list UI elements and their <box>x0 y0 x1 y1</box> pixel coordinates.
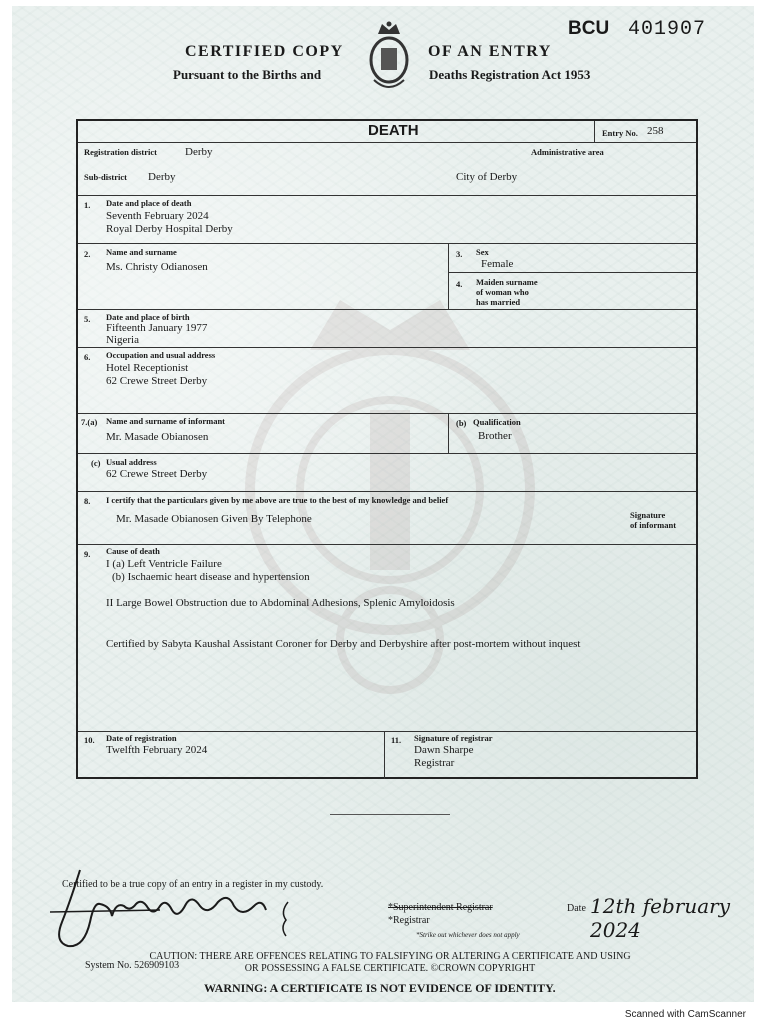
coroner-certification: Certified by Sabyta Kaushal Assistant Coroner for Derby and Derbyshire after post-mortem without inquest <box>106 638 581 650</box>
caution-line-2: OR POSSESSING A FALSE CERTIFICATE. ©CROWN COPYRIGHT <box>244 963 536 974</box>
date-label: Date <box>567 903 586 914</box>
field-4-label-1: Maiden surname <box>476 277 538 287</box>
registrar-title: Registrar <box>414 757 455 769</box>
rule-1 <box>78 142 696 143</box>
field-4-label-2: of woman who <box>476 287 529 297</box>
system-number: System No. 526909103 <box>85 960 180 971</box>
separator-rule <box>330 814 450 815</box>
field-7a-value: Mr. Masade Obianosen <box>106 431 209 443</box>
field-4-label-3: has married <box>476 297 521 307</box>
handwritten-date: 12th february 2024 <box>590 894 730 942</box>
header-title-right: OF AN ENTRY <box>428 43 552 60</box>
field-10-value: Twelfth February 2024 <box>106 744 208 756</box>
serial-prefix: BCU <box>568 18 610 39</box>
rule-10 <box>78 731 696 732</box>
field-4-number: 4. <box>456 279 463 289</box>
field-7a-label: Name and surname of informant <box>106 416 225 426</box>
sub-district-label: Sub-district <box>84 172 127 182</box>
field-7c-value: 62 Crewe Street Derby <box>106 468 208 480</box>
death-entry-form <box>76 119 698 779</box>
cause-line-2: II Large Bowel Obstruction due to Abdominal Adhesions, Splenic Amyloidosis <box>106 597 455 609</box>
registrar-option: *Registrar <box>388 915 430 926</box>
field-5-label: Date and place of birth <box>106 312 190 322</box>
entry-box-divider <box>594 121 595 143</box>
form-heading: DEATH <box>368 122 419 139</box>
field-7a-number: 7.(a) <box>81 417 98 427</box>
superintendent-registrar-option: *Superintendent Registrar <box>388 902 493 913</box>
scanner-watermark: Scanned with CamScanner <box>624 1009 746 1020</box>
entry-no-label: Entry No. <box>602 128 638 138</box>
rule-8 <box>78 491 696 492</box>
field-5-line1: Fifteenth January 1977 <box>106 322 208 334</box>
field-8-value: Mr. Masade Obianosen Given By Telephone <box>116 513 312 525</box>
field-11-number: 11. <box>391 735 402 745</box>
identity-warning: WARNING: A CERTIFICATE IS NOT EVIDENCE OF IDENTITY. <box>204 981 556 995</box>
field-3-label: Sex <box>476 247 489 257</box>
field-6-label: Occupation and usual address <box>106 350 216 360</box>
field-7c-label: Usual address <box>106 457 157 467</box>
rule-3 <box>78 243 696 244</box>
field-5-line2: Nigeria <box>106 334 139 346</box>
cause-line-1b: (b) Ischaemic heart disease and hypertension <box>112 571 310 583</box>
entry-no-value: 258 <box>647 125 664 137</box>
rule-9 <box>78 544 696 545</box>
registration-district-value: Derby <box>185 146 213 158</box>
field-1-number: 1. <box>84 200 91 210</box>
registrar-name: Dawn Sharpe <box>414 744 474 756</box>
header-title-left: CERTIFIED COPY <box>185 43 344 60</box>
rule-4 <box>78 309 696 310</box>
royal-crest-icon <box>366 20 412 94</box>
sex-divider <box>448 243 449 309</box>
registrar-divider <box>384 731 385 779</box>
qualification-divider <box>448 413 449 453</box>
custody-statement: Certified to be a true copy of an entry in a register in my custody. <box>62 879 324 890</box>
field-9-label: Cause of death <box>106 546 160 556</box>
administrative-area-value: City of Derby <box>456 171 518 183</box>
field-7b-label: Qualification <box>473 417 521 427</box>
field-1-line1: Seventh February 2024 <box>106 210 209 222</box>
administrative-area-label: Administrative area <box>531 147 604 157</box>
header-subtitle-left: Pursuant to the Births and <box>173 67 322 82</box>
field-6-line1: Hotel Receptionist <box>106 362 189 374</box>
registration-district-label: Registration district <box>84 147 157 157</box>
cause-line-1a: I (a) Left Ventricle Failure <box>106 558 222 570</box>
rule-6 <box>78 413 696 414</box>
field-6-number: 6. <box>84 352 91 362</box>
sub-district-value: Derby <box>148 171 176 183</box>
caution-line-1: CAUTION: THERE ARE OFFENCES RELATING TO FALSIFYING OR ALTERING A CERTIFICATE AND USING <box>149 951 631 962</box>
field-10-label: Date of registration <box>106 733 177 743</box>
field-7c-number: (c) <box>91 458 101 468</box>
field-6-line2: 62 Crewe Street Derby <box>106 375 208 387</box>
serial-number: 401907 <box>628 18 707 41</box>
field-11-label: Signature of registrar <box>414 733 493 743</box>
field-3-number: 3. <box>456 249 463 259</box>
field-2-value: Ms. Christy Odianosen <box>106 261 208 273</box>
header-subtitle-right: Deaths Registration Act 1953 <box>429 67 591 82</box>
field-9-number: 9. <box>84 549 91 559</box>
strike-out-note: *Strike out whichever does not apply <box>416 931 520 939</box>
rule-2 <box>78 195 696 196</box>
field-7b-number: (b) <box>456 418 467 428</box>
field-2-label: Name and surname <box>106 247 177 257</box>
field-3-value: Female <box>481 258 514 270</box>
field-10-number: 10. <box>84 735 95 745</box>
rule-sex <box>448 272 696 273</box>
handwritten-signature-icon <box>40 862 290 954</box>
informant-signature-label-2: of informant <box>630 520 677 530</box>
field-7b-value: Brother <box>478 430 512 442</box>
rule-5 <box>78 347 696 348</box>
field-1-line2: Royal Derby Hospital Derby <box>106 223 233 235</box>
field-2-number: 2. <box>84 249 91 259</box>
field-1-label: Date and place of death <box>106 198 192 208</box>
field-8-label: I certify that the particulars given by me above are true to the best of my knowledge and belief <box>106 495 449 505</box>
field-5-number: 5. <box>84 314 91 324</box>
informant-signature-label-1: Signature <box>630 510 666 520</box>
field-8-number: 8. <box>84 496 91 506</box>
rule-7 <box>78 453 696 454</box>
